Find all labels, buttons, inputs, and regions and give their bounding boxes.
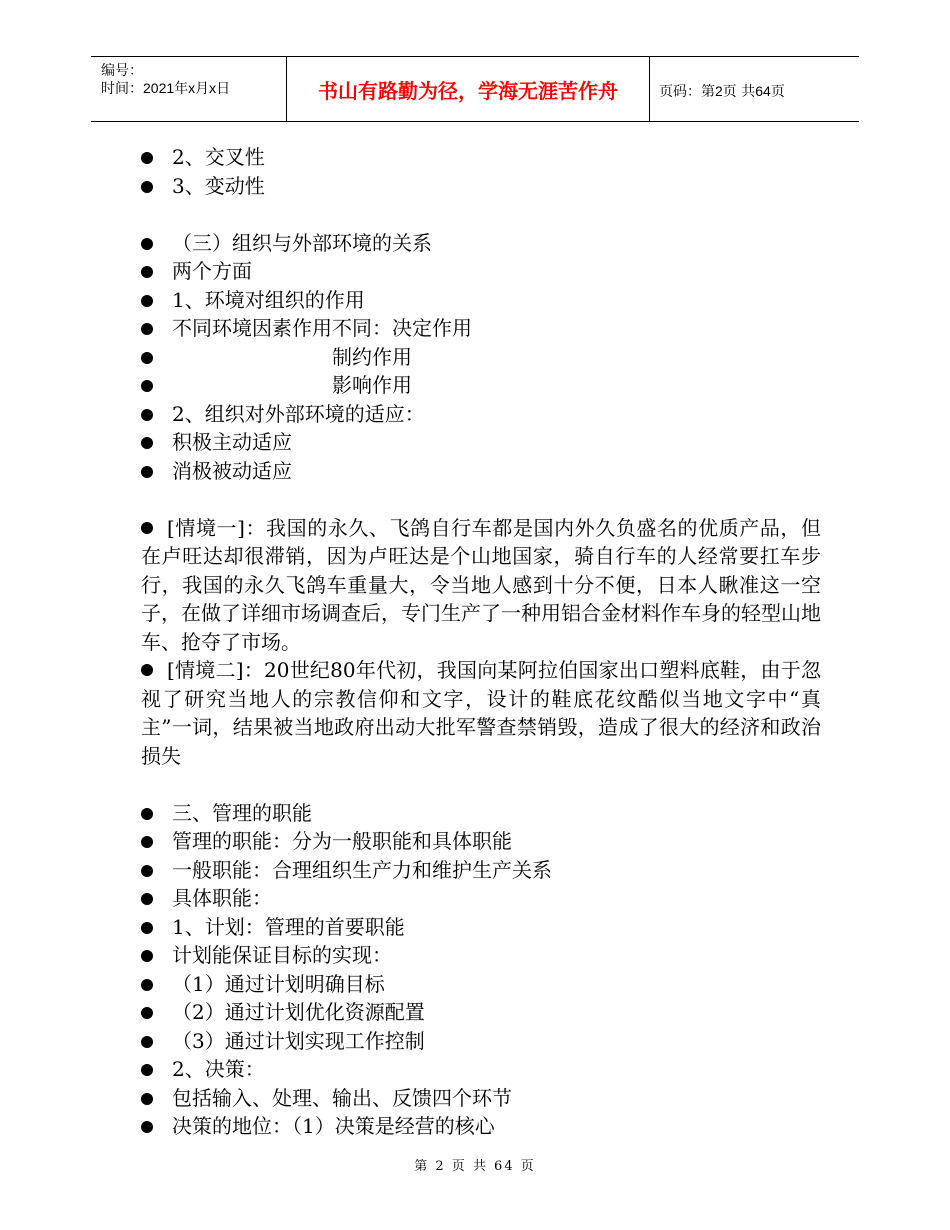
list-item: 3、变动性 bbox=[141, 172, 821, 201]
list-item bbox=[141, 343, 821, 372]
page-suffix: 页 bbox=[770, 84, 785, 100]
bullet-icon bbox=[141, 664, 153, 676]
scenario-paragraph bbox=[141, 514, 821, 657]
header-divider bbox=[649, 57, 650, 121]
list-item: （1）通过计划明确目标 bbox=[141, 970, 821, 999]
list-item: 不同环境因素作用不同：决定作用 bbox=[141, 314, 821, 343]
page-footer: 第 2 页 共 64 页 bbox=[414, 1159, 536, 1174]
spacer bbox=[141, 200, 821, 229]
header-page-number bbox=[659, 81, 785, 101]
list-item: （三）组织与外部环境的关系 bbox=[141, 229, 821, 258]
list-item: 管理的职能：分为一般职能和具体职能 bbox=[141, 827, 821, 856]
serial-label: 编号： bbox=[101, 62, 143, 78]
bullet-icon bbox=[141, 522, 153, 534]
list-item: 2、组织对外部环境的适应： bbox=[141, 400, 821, 429]
spacer bbox=[141, 485, 821, 514]
header-meta bbox=[101, 61, 230, 97]
list-item: 决策的地位：（1）决策是经营的核心 bbox=[141, 1112, 821, 1141]
list-item: 两个方面 bbox=[141, 257, 821, 286]
page-prefix: 页码：第 bbox=[659, 84, 715, 100]
date-label: 时间：2021年x月x日 bbox=[101, 80, 231, 96]
list-item: 消极被动适应 bbox=[141, 457, 821, 486]
page-header bbox=[91, 56, 859, 122]
list-item-text: 影响作用 bbox=[332, 373, 412, 397]
list-item: 1、环境对组织的作用 bbox=[141, 286, 821, 315]
scenario-text: [情境一]：我国的永久、飞鸽自行车都是国内外久负盛名的优质产品，但在卢旺达却很滞销，因为卢旺达是个山地国家，骑自行车的人经常要扛车步行，我国的永久飞鸽车重量大，令当地人感到十分不便，日本人瞅准这一空子，在做了详细市场调查后，专门生产了一种用铝合金材料作车身的轻型山地车、抢夺了市场。 bbox=[141, 515, 821, 654]
list-item: 具体职能： bbox=[141, 884, 821, 913]
page-current: 2 bbox=[715, 83, 723, 99]
page-total: 64 bbox=[755, 83, 771, 99]
spacer bbox=[141, 770, 821, 799]
list-item: 三、管理的职能 bbox=[141, 799, 821, 828]
list-item: （2）通过计划优化资源配置 bbox=[141, 998, 821, 1027]
scenario-text: [情境二]：20世纪80年代初，我国向某阿拉伯国家出口塑料底鞋，由于忽视了研究当地人的宗教信仰和文字，设计的鞋底花纹酷似当地文字中“真主”一词，结果被当地政府出动大批军警查禁销毁，造成了很大的经济和政治损失 bbox=[141, 658, 821, 768]
list-item: 包括输入、处理、输出、反馈四个环节 bbox=[141, 1084, 821, 1113]
list-item bbox=[141, 371, 821, 400]
list-item: 积极主动适应 bbox=[141, 428, 821, 457]
list-item: 1、计划：管理的首要职能 bbox=[141, 913, 821, 942]
list-item: 2、交叉性 bbox=[141, 143, 821, 172]
list-item: （3）通过计划实现工作控制 bbox=[141, 1027, 821, 1056]
document-body bbox=[141, 143, 821, 1141]
header-motto: 书山有路勤为径，学海无涯苦作舟 bbox=[318, 79, 618, 103]
list-item: 计划能保证目标的实现： bbox=[141, 941, 821, 970]
page-mid: 页 共 bbox=[722, 84, 756, 100]
list-item-text: 制约作用 bbox=[332, 344, 412, 369]
list-item: 2、决策： bbox=[141, 1055, 821, 1084]
list-item: 一般职能：合理组织生产力和维护生产关系 bbox=[141, 856, 821, 885]
scenario-paragraph bbox=[141, 656, 821, 770]
